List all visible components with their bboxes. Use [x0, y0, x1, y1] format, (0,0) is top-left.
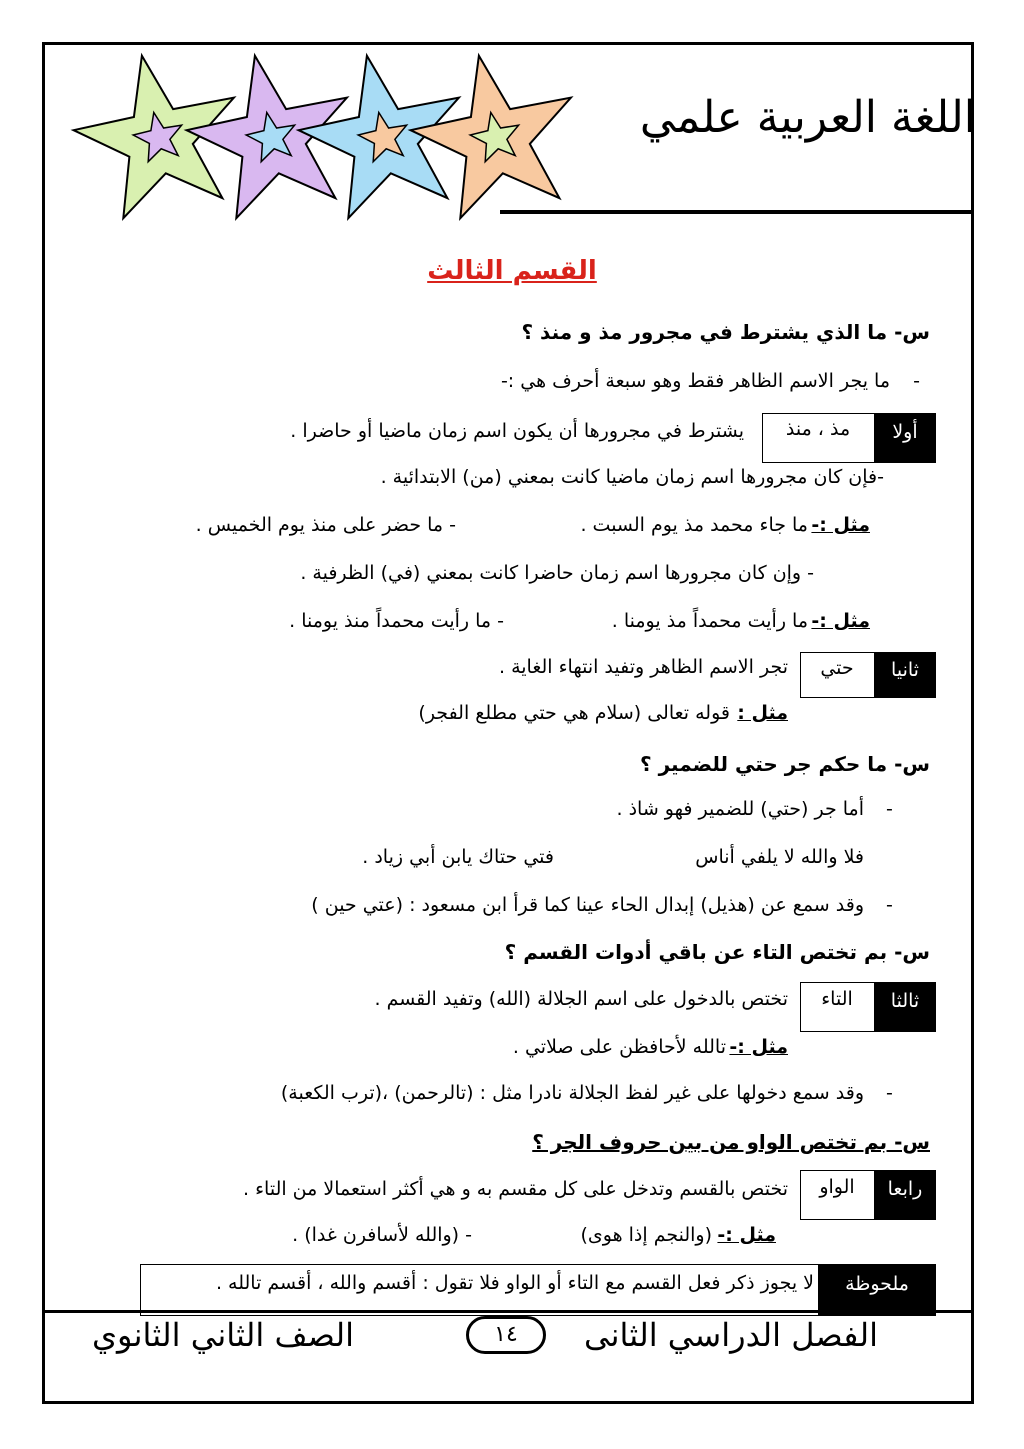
desc-1: يشترط في مجرورها أن يكون اسم زمان ماضيا أو حاضرا . [290, 420, 744, 442]
desc-4: تختص بالقسم وتدخل على كل مقسم به و هي أكثر استعمالا من التاء . [243, 1178, 788, 1200]
example-label-1: مثل :- [811, 514, 870, 536]
example-5a: (والنجم إذا هوى) [580, 1224, 712, 1246]
header-title: اللغة العربية علمي [639, 92, 976, 143]
example-1b: - ما حضر على منذ يوم الخميس . [195, 514, 456, 536]
bullet: - [886, 894, 893, 916]
bullet: - [886, 798, 893, 820]
case-1: -فإن كان مجرورها اسم زمان ماضيا كانت بمعني (من) الابتدائية . [380, 466, 884, 488]
question-1: س- ما الذي يشترط في مجرور مذ و منذ ؟ [521, 320, 930, 344]
term-word-1: مذ ، منذ [785, 418, 851, 440]
example-2b: - ما رأيت محمداً منذ يومنا . [289, 610, 504, 632]
bullet: - [886, 1082, 893, 1104]
question-4: س- بم تختص الواو من بين حروف الجر ؟ [532, 1130, 930, 1154]
case-2: - وإن كان مجرورها اسم زمان حاضرا كانت بمعني (في) الظرفية . [300, 562, 814, 584]
footer-grade: الصف الثاني الثانوي [91, 1316, 354, 1354]
section-title: القسم الثالث [427, 256, 597, 286]
example-label-5: مثل :- [717, 1224, 776, 1246]
note-3: وقد سمع دخولها على غير لفظ الجلالة نادرا مثل : (تالرحمن) ،(ترب الكعبة) [280, 1082, 864, 1104]
example-2a: ما رأيت محمداً مذ يومنا . [611, 610, 808, 632]
example-label-3: مثل : [737, 702, 788, 724]
stars-decoration [44, 52, 584, 227]
verse-second-half: فتي حتاك يابن أبي زياد . [362, 846, 554, 868]
term-word-2: حتي [820, 657, 854, 679]
example-4: تالله لأحافظن على صلاتي . [512, 1036, 726, 1058]
footer-divider [42, 1310, 974, 1313]
term-word-4: الواو [819, 1176, 855, 1198]
answer-2b: وقد سمع عن (هذيل) إبدال الحاء عينا كما قرأ ابن مسعود : (عتي حين ) [311, 894, 864, 916]
bullet: - [913, 370, 920, 392]
example-3: قوله تعالى (سلام هي حتي مطلع الفجر) [418, 702, 730, 724]
verse-first-half: فلا والله لا يلفي أناس [695, 846, 864, 868]
footer-semester: الفصل الدراسي الثانى [583, 1316, 878, 1354]
question-3: س- بم تختص التاء عن باقي أدوات القسم ؟ [504, 940, 930, 964]
desc-2: تجر الاسم الظاهر وتفيد انتهاء الغاية . [499, 656, 788, 678]
tag-fourth: رابعا [874, 1170, 936, 1220]
example-5b: - (والله لأسافرن غدا) . [292, 1224, 472, 1246]
question-2: س- ما حكم جر حتي للضمير ؟ [640, 752, 930, 776]
note-tag: ملحوظة [818, 1264, 936, 1316]
header-divider [500, 210, 974, 214]
example-label-4: مثل :- [729, 1036, 788, 1058]
desc-3: تختص بالدخول على اسم الجلالة (الله) وتفيد القسم . [374, 988, 788, 1010]
example-1a: ما جاء محمد مذ يوم السبت . [580, 514, 808, 536]
tag-first: أولا [874, 413, 936, 463]
answer-2: أما جر (حتي) للضمير فهو شاذ . [616, 798, 864, 820]
answer-1: ما يجر الاسم الظاهر فقط وهو سبعة أحرف هي :- [500, 370, 890, 392]
tag-third: ثالثا [874, 982, 936, 1032]
page-number: ١٤ [466, 1316, 546, 1354]
note-text: لا يجوز ذكر فعل القسم مع التاء أو الواو فلا تقول : أقسم والله ، أقسم تالله . [215, 1272, 814, 1294]
tag-second: ثانيا [874, 652, 936, 698]
example-label-2: مثل :- [811, 610, 870, 632]
term-word-3: التاء [821, 988, 853, 1010]
